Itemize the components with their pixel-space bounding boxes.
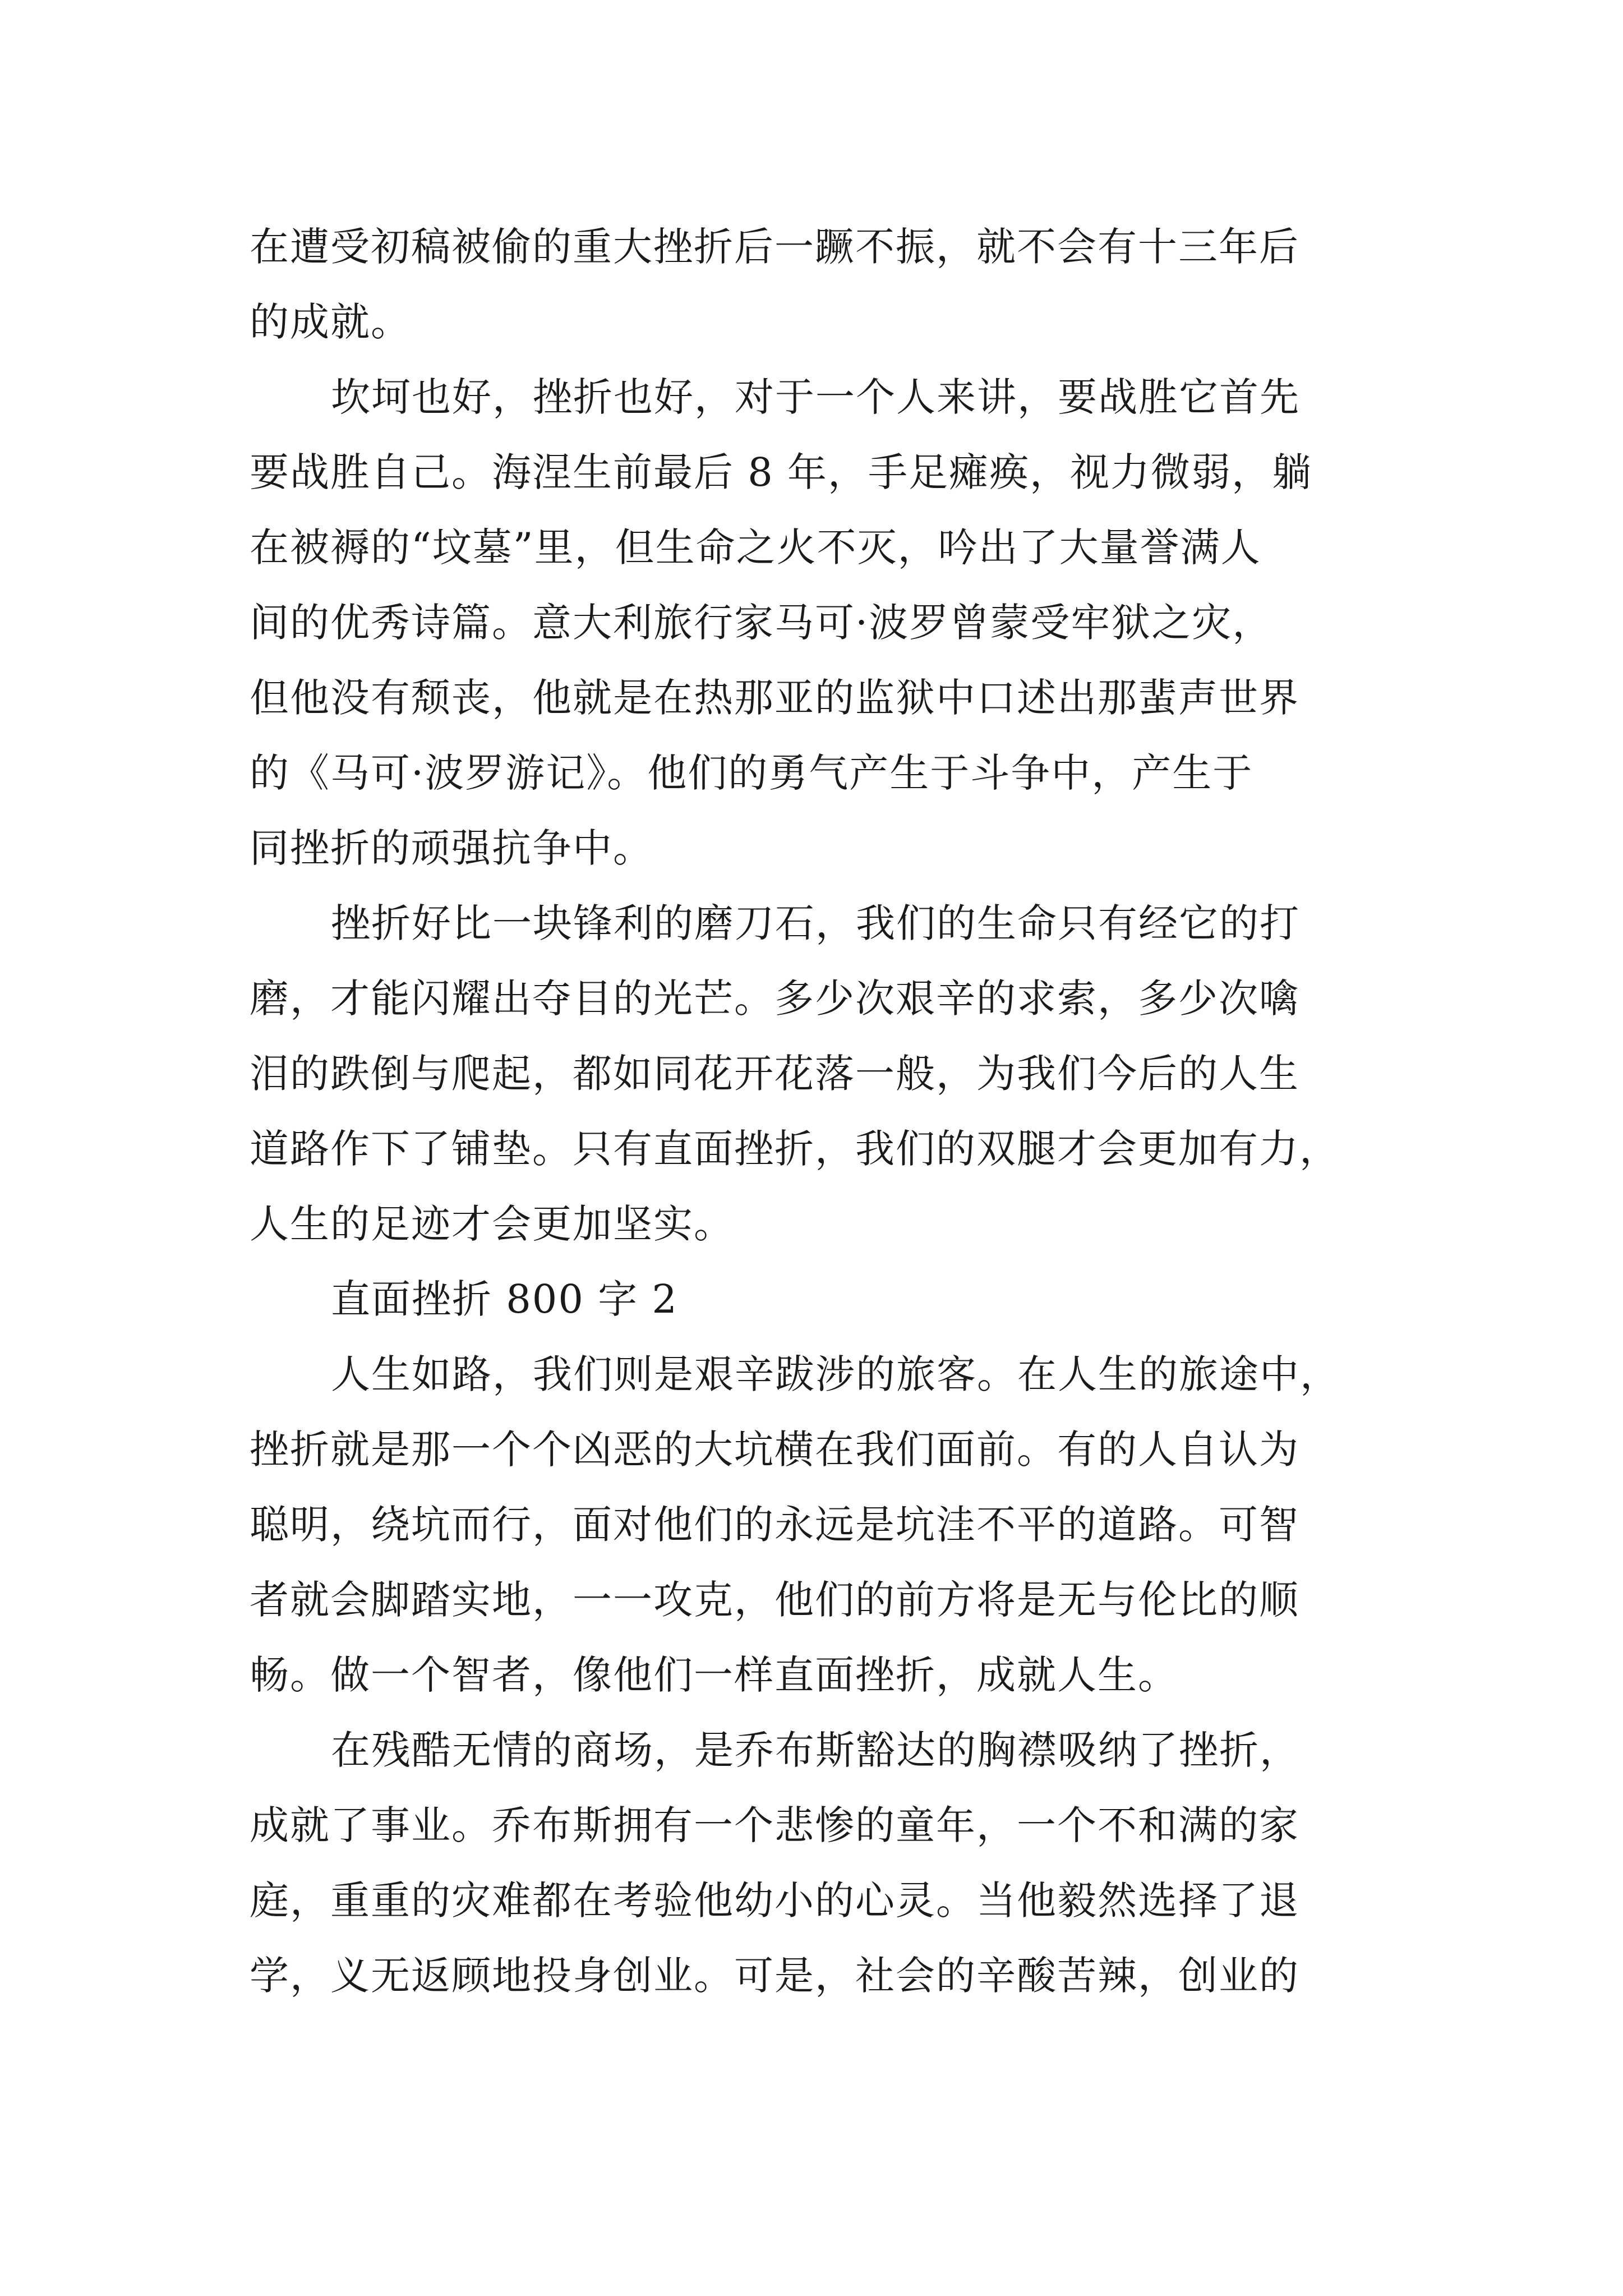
text-line: 畅。做一个智者，像他们一样直面挫折，成就人生。: [250, 1652, 1178, 1698]
section-heading: 直面挫折 800 字 2: [331, 1276, 678, 1322]
text-line: 磨，才能闪耀出夺目的光芒。多少次艰辛的求索，多少次噙: [250, 976, 1299, 1022]
text-line: 挫折好比一块锋利的磨刀石，我们的生命只有经它的打: [331, 900, 1300, 946]
text-line: 间的优秀诗篇。意大利旅行家马可·波罗曾蒙受牢狱之灾，: [250, 600, 1273, 646]
text-line: 在遭受初稿被偷的重大挫折后一蹶不振，就不会有十三年后: [250, 224, 1299, 270]
text-line: 坎坷也好，挫折也好，对于一个人来讲，要战胜它首先: [331, 374, 1300, 420]
text-line: 人生的足迹才会更加坚实。: [250, 1201, 734, 1247]
text-line: 泪的跌倒与爬起，都如同花开花落一般，为我们今后的人生: [250, 1051, 1299, 1097]
text-line: 的成就。: [250, 299, 411, 345]
text-line: 同挫折的顽强抗争中。: [250, 825, 653, 871]
text-line: 道路作下了铺垫。只有直面挫折，我们的双腿才会更加有力，: [250, 1126, 1340, 1172]
text-line: 成就了事业。乔布斯拥有一个悲惨的童年，一个不和满的家: [250, 1802, 1299, 1848]
text-line: 聪明，绕坑而行，面对他们的永远是坑洼不平的道路。可智: [250, 1502, 1299, 1548]
text-line: 的《马可·波罗游记》。他们的勇气产生于斗争中，产生于: [250, 750, 1253, 796]
text-line: 人生如路，我们则是艰辛跋涉的旅客。在人生的旅途中，: [331, 1351, 1340, 1397]
text-line: 挫折就是那一个个凶恶的大坑横在我们面前。有的人自认为: [250, 1427, 1299, 1473]
text-line: 但他没有颓丧，他就是在热那亚的监狱中口述出那蜚声世界: [250, 675, 1299, 721]
text-line: 学，义无返顾地投身创业。可是，社会的辛酸苦辣，创业的: [250, 1953, 1299, 1999]
text-line: 在残酷无情的商场，是乔布斯豁达的胸襟吸纳了挫折，: [331, 1727, 1300, 1773]
text-line: 庭，重重的灾难都在考验他幼小的心灵。当他毅然选择了退: [250, 1878, 1299, 1924]
text-line: 在被褥的“坟墓”里，但生命之火不灭，吟出了大量誉满人: [250, 524, 1261, 570]
text-line: 者就会脚踏实地，一一攻克，他们的前方将是无与伦比的顺: [250, 1577, 1299, 1623]
text-line: 要战胜自己。海涅生前最后 8 年，手足瘫痪，视力微弱，躺: [250, 449, 1313, 495]
